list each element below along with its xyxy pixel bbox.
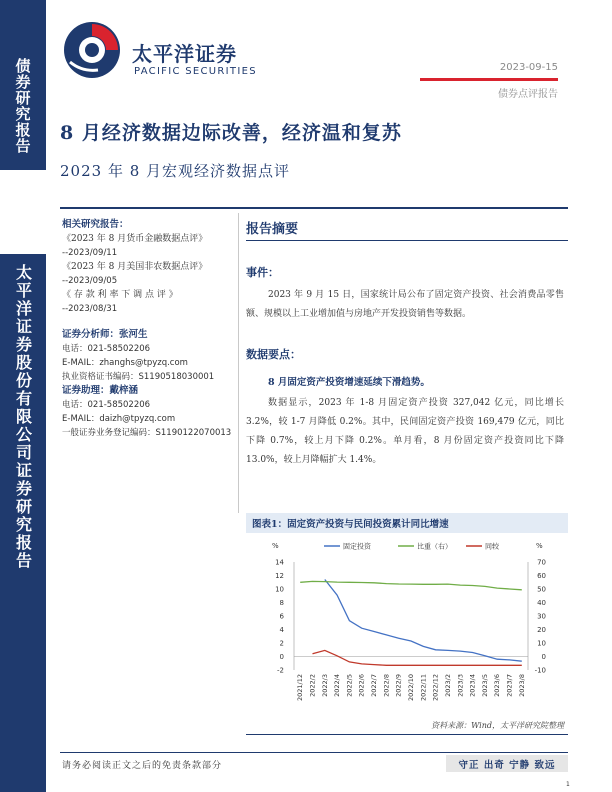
key-points-label: 数据要点： [246, 348, 301, 361]
right-tick-label: 0 [541, 653, 546, 661]
x-tick-label: 2021/12 [296, 674, 305, 702]
related-report-link[interactable]: 《2023 年 8 月美国非农数据点评》 [62, 262, 208, 272]
left-tick-label: 6 [279, 612, 284, 621]
right-tick-label: 20 [537, 626, 546, 634]
key-point-heading: 8 月固定资产投资增速延续下滑趋势。 [268, 377, 430, 388]
right-tick-label: 10 [537, 639, 546, 648]
left-tick-label: 10 [275, 585, 284, 594]
series-line [325, 580, 522, 662]
x-tick-label: 2023/8 [517, 674, 526, 697]
left-tick-label: 4 [279, 626, 284, 634]
related-reports-heading: 相关研究报告： [62, 219, 129, 230]
analyst-license: 执业资格证书编码：S1190518030001 [62, 372, 215, 382]
assistant-license: 一般证券业务登记编码：S1190122070013 [62, 428, 232, 438]
analyst-phone: 电话：021-58502206 [62, 344, 151, 354]
pacific-securities-logo-icon [62, 20, 122, 80]
x-tick-label: 2022/6 [357, 674, 366, 697]
right-tick-label: 60 [537, 572, 546, 580]
x-tick-label: 2022/3 [320, 674, 329, 697]
page-title: 8 月经济数据边际改善，经济温和复苏 [60, 122, 402, 144]
related-report-date: --2023/09/05 [62, 276, 118, 286]
x-tick-label: 2023/4 [468, 674, 477, 697]
right-tick-label: 70 [537, 558, 546, 567]
sidebar-report-type [0, 0, 46, 170]
chart-bottom-rule [246, 734, 568, 735]
report-date: 2023-09-15 [499, 62, 558, 73]
brand-name-en: PACIFIC SECURITIES [134, 66, 257, 77]
related-report-date: --2023/08/31 [62, 304, 118, 314]
x-tick-label: 2023/3 [456, 674, 465, 697]
summary-heading: 报告摘要 [246, 222, 299, 237]
page-number: 1 [566, 781, 570, 788]
author-info-column [62, 218, 230, 440]
x-tick-label: 2022/10 [407, 674, 415, 702]
summary-rule [246, 240, 568, 241]
x-tick-label: 2022/8 [382, 674, 391, 697]
x-tick-label: 2022/7 [370, 674, 379, 697]
x-tick-label: 2022/12 [431, 674, 440, 702]
key-point-paragraph: 数据显示，2023 年 1-8 月固定资产投资 327,042 亿元，同比增长 3.2%，较 1-7 月降低 0.2%。其中，民间固定资产投资 169,479 亿元，同比下降 0.7%，较上月下降 0.2%。单月看，8 月份固定资产投资同比下降 13.0%，较上月降幅扩大 1.4%。 [246, 398, 564, 465]
investment-growth-chart [246, 536, 568, 718]
x-tick-label: 2022/4 [333, 674, 342, 697]
x-tick-label: 2022/9 [394, 674, 403, 697]
left-axis-unit: % [272, 542, 279, 550]
left-tick-label: 2 [279, 639, 284, 648]
x-tick-label: 2023/2 [443, 674, 452, 697]
x-tick-label: 2022/5 [345, 674, 354, 697]
page-subtitle: 2023 年 8 月宏观经济数据点评 [60, 162, 291, 180]
footer-rule [60, 752, 568, 753]
chart-title: 图表1：固定资产投资与民间投资累计同比增速 [252, 519, 449, 530]
left-tick-label: 8 [279, 599, 284, 607]
header-accent-line [420, 78, 558, 81]
right-tick-label: 40 [537, 599, 546, 607]
x-tick-label: 2022/2 [308, 674, 317, 697]
sidebar-company [0, 254, 46, 792]
assistant-email[interactable]: E-MAIL：daizh@tpyzq.com [62, 414, 176, 424]
analyst-heading: 证券分析师：张河生 [62, 329, 148, 340]
sidebar-report-type-label: 债券研究报告 [13, 58, 32, 154]
x-tick-label: 2023/7 [505, 674, 514, 697]
left-tick-label: 0 [279, 653, 284, 661]
right-tick-label: 50 [537, 585, 546, 594]
left-tick-label: 14 [275, 558, 284, 567]
assistant-phone: 电话：021-58502206 [62, 400, 151, 410]
related-report-date: --2023/09/11 [62, 248, 118, 258]
left-tick-label: 12 [275, 572, 284, 580]
report-category: 债券点评报告 [498, 89, 558, 100]
related-report-link[interactable]: 《 存 款 利 率 下 调 点 评 》 [62, 290, 178, 300]
right-axis-unit: % [536, 542, 543, 550]
event-paragraph: 2023 年 9 月 15 日，国家统计局公布了固定资产投资、社会消费品零售额、规模以上工业增加值与房地产开发投资销售等数据。 [246, 290, 564, 319]
footer-disclaimer[interactable]: 请务必阅读正文之后的免责条款部分 [62, 761, 223, 771]
x-tick-label: 2023/6 [493, 674, 502, 697]
analyst-email[interactable]: E-MAIL：zhanghs@tpyzq.com [62, 358, 188, 368]
chart-source: 资料来源：Wind，太平洋研究院整理 [431, 721, 564, 730]
sidebar-company-label: 太平洋证券股份有限公司证券研究报告 [13, 264, 33, 570]
legend-label: 同较 [485, 542, 499, 551]
brand-name-cn: 太平洋证券 [132, 42, 237, 66]
legend-label: 固定投资 [343, 542, 371, 551]
assistant-heading: 证券助理：戴梓涵 [62, 385, 139, 396]
x-tick-label: 2022/11 [419, 674, 428, 702]
footer-motto: 守正 出奇 宁静 致远 [458, 760, 556, 771]
title-divider [60, 207, 568, 209]
column-divider [238, 213, 239, 513]
x-tick-label: 2023/5 [480, 674, 489, 697]
series-line [300, 581, 522, 589]
right-tick-label: -10 [534, 666, 546, 675]
right-tick-label: 30 [537, 612, 546, 621]
left-tick-label: -2 [277, 666, 284, 675]
legend-label: 比重（右） [417, 542, 452, 551]
related-report-link[interactable]: 《2023 年 8 月货币金融数据点评》 [62, 234, 208, 244]
event-label: 事件： [246, 266, 279, 279]
